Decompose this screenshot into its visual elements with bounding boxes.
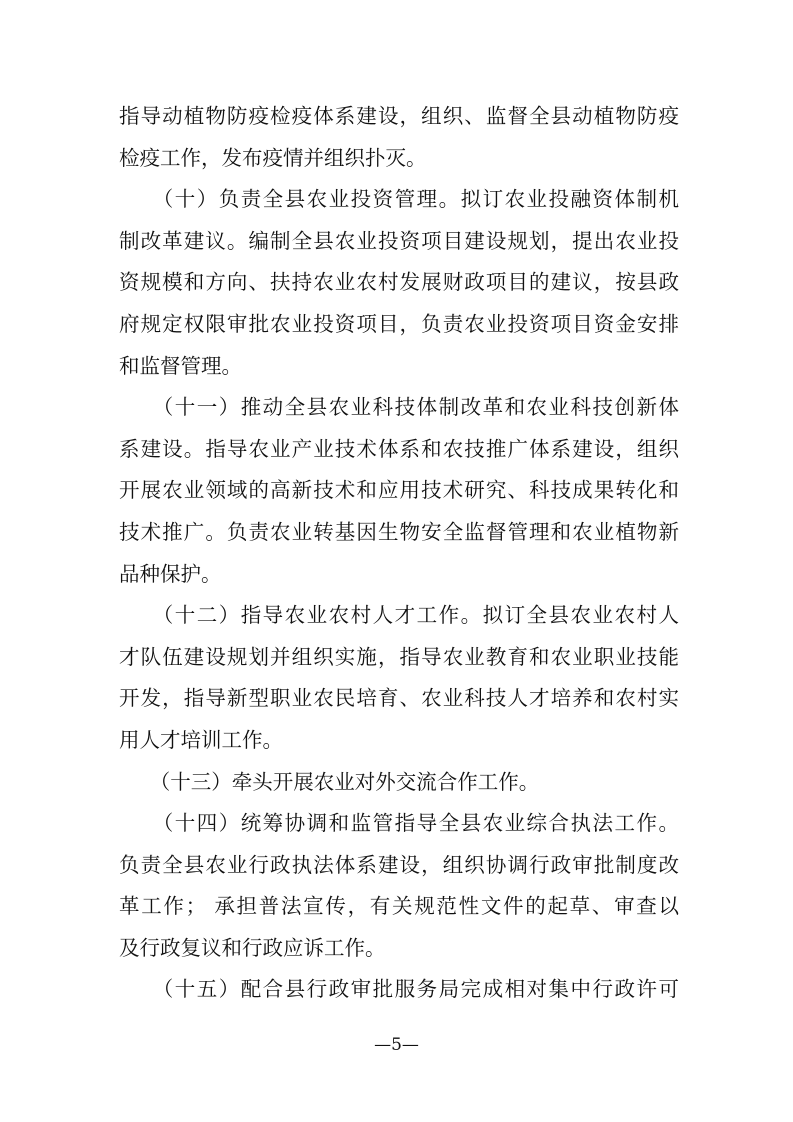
text-line: 技术推广。负责农业转基因生物安全监督管理和农业植物新 xyxy=(119,519,679,544)
text-line: （十三）牵头开展农业对外交流合作工作。 xyxy=(119,769,540,794)
text-line: 府规定权限审批农业投资项目，负责农业投资项目资金安排 xyxy=(119,311,679,336)
text-line: 系建设。指导农业产业技术体系和农技推广体系建设，组织 xyxy=(119,436,679,461)
text-line: 负责全县农业行政执法体系建设，组织协调行政审批制度改 xyxy=(119,852,679,877)
page-number: —5— xyxy=(374,1035,419,1055)
body-text xyxy=(119,96,679,1011)
text-line: 用人才培训工作。 xyxy=(119,727,283,752)
text-line: （十四）统筹协调和监管指导全县农业综合执法工作。 xyxy=(119,811,679,836)
text-line: 品种保护。 xyxy=(119,561,222,586)
text-line: （十）负责全县农业投资管理。拟订农业投融资体制机 xyxy=(119,187,679,212)
text-line: 才队伍建设规划并组织实施，指导农业教育和农业职业技能 xyxy=(119,644,679,669)
text-line: 开发，指导新型职业农民培育、农业科技人才培养和农村实 xyxy=(119,686,679,711)
text-line: 和监督管理。 xyxy=(119,353,242,378)
text-line: 革工作； 承担普法宣传，有关规范性文件的起草、审查以 xyxy=(119,894,679,919)
text-line: （十五）配合县行政审批服务局完成相对集中行政许可 xyxy=(119,977,679,1002)
text-line: 资规模和方向、扶持农业农村发展财政项目的建议，按县政 xyxy=(119,270,679,295)
text-line: 指导动植物防疫检疫体系建设，组织、监督全县动植物防疫 xyxy=(119,104,679,128)
text-line: 及行政复议和行政应诉工作。 xyxy=(119,935,386,960)
text-line: 开展农业领域的高新技术和应用技术研究、科技成果转化和 xyxy=(119,478,679,503)
text-line: 检疫工作，发布疫情并组织扑灭。 xyxy=(119,145,427,170)
text-line: （十一）推动全县农业科技体制改革和农业科技创新体 xyxy=(119,395,679,420)
text-line: （十二）指导农业农村人才工作。拟订全县农业农村人 xyxy=(119,603,679,628)
text-line: 制改革建议。编制全县农业投资项目建设规划，提出农业投 xyxy=(119,228,679,253)
